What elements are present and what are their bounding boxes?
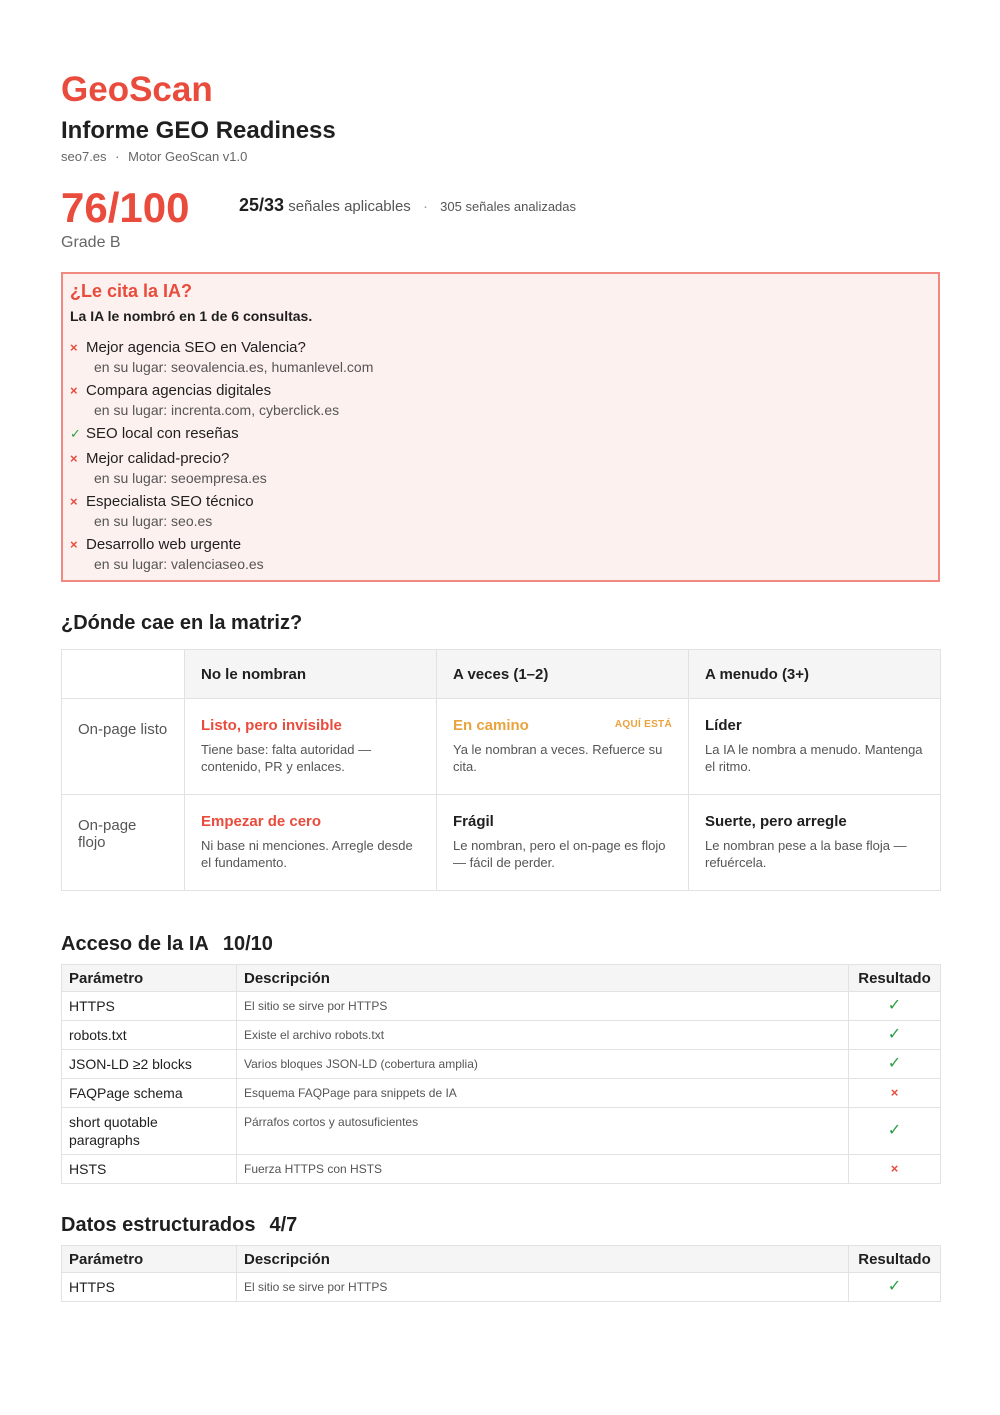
matrix-row	[62, 795, 941, 891]
you-are-here-badge: AQUÍ ESTÁ	[614, 719, 672, 730]
matrix-cell-description: La IA le nombra a menudo. Mantenga el ritmo.	[705, 742, 923, 774]
citation-panel	[61, 272, 940, 582]
parameter-cell: JSON-LD ≥2 blocks	[62, 1050, 237, 1079]
description-cell: Fuerza HTTPS con HSTS	[237, 1155, 849, 1184]
check-icon: ✓	[887, 1122, 902, 1139]
check-icon: ✓	[887, 997, 902, 1014]
description-cell: El sitio se sirve por HTTPS	[237, 1273, 849, 1302]
cross-icon: ×	[70, 340, 78, 355]
matrix-cell	[185, 795, 437, 891]
column-header-description: Descripción	[237, 965, 849, 992]
applicable-count: 25/33	[239, 195, 285, 215]
column-header-parameter: Parámetro	[62, 1246, 237, 1273]
column-header-parameter: Parámetro	[62, 965, 237, 992]
check-icon: ✓	[70, 426, 81, 441]
matrix-header-row	[62, 650, 941, 699]
check-icon: ✓	[887, 1055, 902, 1072]
description-cell: El sitio se sirve por HTTPS	[237, 992, 849, 1021]
query-competitors: en su lugar: seo.es	[94, 513, 213, 529]
access-table	[61, 964, 941, 1184]
matrix-cell	[437, 699, 689, 795]
query-text: Mejor agencia SEO en Valencia?	[86, 339, 306, 356]
result-cell	[849, 1273, 941, 1302]
matrix-row-label: On-page flojo	[62, 795, 185, 891]
table-row	[62, 1079, 941, 1108]
structured-heading	[61, 1214, 940, 1237]
matrix-corner	[62, 650, 185, 699]
parameter-cell: HTTPS	[62, 992, 237, 1021]
matrix-cell-description: Le nombran, pero el on-page es flojo — fácil de perder.	[453, 838, 666, 870]
score-grade: Grade B	[61, 234, 121, 251]
access-score: 10/10	[222, 933, 273, 955]
structured-score: 4/7	[269, 1214, 298, 1236]
query-text: SEO local con reseñas	[86, 425, 239, 442]
matrix-row	[62, 699, 941, 795]
matrix-cell-title: Listo, pero invisible	[201, 717, 342, 734]
query-text: Especialista SEO técnico	[86, 493, 254, 510]
access-heading	[61, 933, 940, 956]
table-row	[62, 1021, 941, 1050]
check-icon: ✓	[887, 1278, 902, 1295]
parameter-cell: HSTS	[62, 1155, 237, 1184]
list-item	[70, 381, 931, 419]
list-item	[70, 449, 931, 487]
table-row	[62, 1108, 941, 1155]
matrix-col-header: A menudo (3+)	[689, 650, 941, 699]
site-domain: seo7.es	[61, 149, 107, 164]
query-competitors: en su lugar: seoempresa.es	[94, 470, 267, 486]
parameter-cell: HTTPS	[62, 1273, 237, 1302]
query-text: Compara agencias digitales	[86, 382, 272, 399]
separator-dot: ·	[422, 198, 428, 215]
description-cell: Párrafos cortos y autosuficientes	[237, 1108, 849, 1155]
cross-icon: ×	[70, 451, 78, 466]
readiness-matrix	[61, 649, 941, 891]
structured-title: Datos estructurados	[61, 1214, 256, 1236]
list-item	[70, 338, 931, 376]
description-cell: Existe el archivo robots.txt	[237, 1021, 849, 1050]
cross-icon: ×	[890, 1161, 899, 1176]
matrix-cell-title: Líder	[705, 717, 742, 734]
analyzed-count: 305 señales analizadas	[440, 199, 577, 214]
matrix-cell-title: Empezar de cero	[201, 813, 322, 830]
list-item	[70, 535, 931, 573]
check-icon: ✓	[887, 1026, 902, 1043]
description-cell: Varios bloques JSON-LD (cobertura amplia)	[237, 1050, 849, 1079]
matrix-cell	[185, 699, 437, 795]
matrix-cell	[689, 795, 941, 891]
table-header-row	[62, 1246, 941, 1273]
result-cell	[849, 1021, 941, 1050]
query-text: Desarrollo web urgente	[86, 536, 242, 553]
matrix-cell-title: En camino	[453, 717, 529, 734]
description-cell: Esquema FAQPage para snippets de IA	[237, 1079, 849, 1108]
report-subtitle	[61, 149, 940, 164]
access-title: Acceso de la IA	[61, 933, 209, 955]
result-cell	[849, 1050, 941, 1079]
citation-lead: La IA le nombró en 1 de 6 consultas.	[70, 308, 313, 324]
table-header-row	[62, 965, 941, 992]
query-line	[70, 492, 931, 512]
matrix-col-header: A veces (1–2)	[437, 650, 689, 699]
separator-dot: ·	[115, 149, 120, 164]
query-line	[70, 535, 931, 555]
cross-icon: ×	[70, 537, 78, 552]
parameter-cell: short quotable paragraphs	[62, 1108, 237, 1155]
structured-table	[61, 1245, 941, 1302]
matrix-cell-description: Ya le nombran a veces. Refuerce su cita.	[453, 742, 663, 774]
table-row	[62, 1155, 941, 1184]
query-line	[70, 424, 931, 444]
result-cell	[849, 1108, 941, 1155]
matrix-col-header: No le nombran	[185, 650, 437, 699]
result-cell	[849, 1155, 941, 1184]
result-cell	[849, 992, 941, 1021]
result-cell	[849, 1079, 941, 1108]
list-item	[70, 492, 931, 530]
query-line	[70, 449, 931, 469]
matrix-row-label: On-page listo	[62, 699, 185, 795]
table-row	[62, 992, 941, 1021]
query-competitors: en su lugar: valenciaseo.es	[94, 556, 264, 572]
table-row	[62, 1050, 941, 1079]
matrix-cell	[437, 795, 689, 891]
matrix-cell-description: Tiene base: falta autoridad — contenido, PR y enlaces.	[201, 742, 372, 774]
list-item	[70, 424, 931, 444]
report-title: Informe GEO Readiness	[61, 117, 336, 144]
parameter-cell: FAQPage schema	[62, 1079, 237, 1108]
signals-summary	[239, 195, 576, 216]
matrix-cell	[689, 699, 941, 795]
query-line	[70, 338, 931, 358]
matrix-cell-title: Suerte, pero arregle	[705, 813, 847, 830]
query-list	[70, 338, 931, 573]
engine-version: Motor GeoScan v1.0	[128, 149, 248, 164]
score-summary	[61, 186, 940, 252]
applicable-label: señales aplicables	[288, 198, 411, 215]
matrix-cell-description: Le nombran pese a la base floja — refuércela.	[705, 838, 907, 870]
score-block	[61, 186, 239, 252]
matrix-cell-title: Frágil	[453, 813, 494, 830]
citation-heading: ¿Le cita la IA?	[70, 281, 193, 301]
cross-icon: ×	[70, 494, 78, 509]
table-row	[62, 1273, 941, 1302]
matrix-heading: ¿Dónde cae en la matriz?	[61, 612, 303, 634]
brand-logo: GeoScan	[61, 70, 213, 109]
query-competitors: en su lugar: increnta.com, cyberclick.es	[94, 402, 340, 418]
column-header-result: Resultado	[849, 965, 941, 992]
cross-icon: ×	[70, 383, 78, 398]
parameter-cell: robots.txt	[62, 1021, 237, 1050]
matrix-cell-description: Ni base ni menciones. Arregle desde el fundamento.	[201, 838, 413, 870]
cross-icon: ×	[890, 1085, 899, 1100]
column-header-description: Descripción	[237, 1246, 849, 1273]
query-text: Mejor calidad-precio?	[86, 450, 230, 467]
query-line	[70, 381, 931, 401]
score-value: 76/100	[61, 184, 190, 231]
column-header-result: Resultado	[849, 1246, 941, 1273]
query-competitors: en su lugar: seovalencia.es, humanlevel.com	[94, 359, 374, 375]
